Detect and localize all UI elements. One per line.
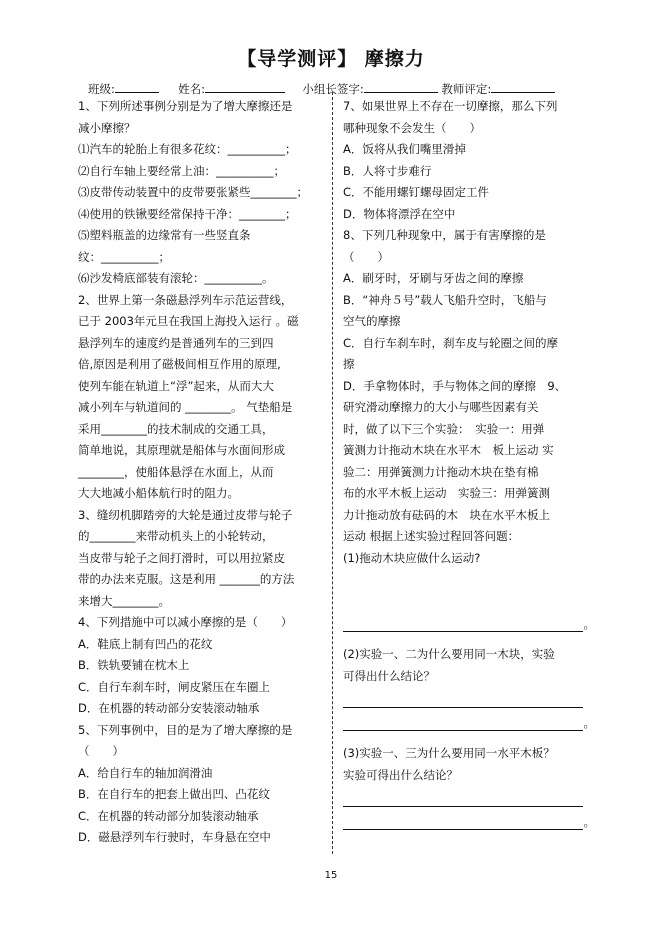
text-line: ⑸塑料瓶盖的边缘常有一些竖直条 [78,228,251,242]
text-line: (3)实验一、三为什么要用同一水平木板？ [343,746,555,760]
page-title: 【导学测评】 摩擦力 [237,48,425,70]
text-line: C．自行车刹车时，刹车皮与轮圈之间的摩 [343,335,559,350]
text-line: ⑵自行车轴上要经常上油：__________； [78,163,285,178]
text-line: 哪种现象不会发生（ ） [343,120,481,135]
text-line: D．物体将漂浮在空中 [343,206,456,221]
text-line: D．在机器的转动部分安装滚动轴承 [78,701,260,715]
text-line: 8、下列几种现象中，属于有害摩擦的是 [343,228,546,242]
text-line: 带的办法来克服。这是利用 _______的方法 [78,572,295,586]
text-line: （ ） [343,249,389,264]
text-line: 力计拖动放有砝码的木 块在水平木板上 [343,507,550,522]
text-line: 2、世界上第一条磁悬浮列车示范运营线， [78,292,293,307]
text-line: 采用________的技术制成的交通工具， [78,421,274,436]
teacher-blank[interactable] [491,80,555,93]
text-line: C．自行车刹车时，闸皮紧压在车圈上 [78,679,271,694]
text-line: 大大地减小船体航行时的阻力。 [78,486,239,500]
text-line: 减小列车与轨道间的 ________。 气垫船是 [78,400,293,414]
leader-label: 小组长签字: [302,82,364,96]
text-line: 7、如果世界上不存在一切摩擦，那么下列 [343,99,558,113]
teacher-label: 教师评定: [441,82,492,96]
text-line: B．在自行车的把套上做出凹、凸花纹 [78,787,270,801]
text-line: B．“神舟５号”载人飞船升空时，飞船与 [343,292,547,307]
left-column [78,96,328,849]
class-label: 班级: [88,82,115,96]
text-line: C．在机器的转动部分加装滚动轴承 [78,808,259,823]
header-fields [88,80,555,97]
page-number: 15 [324,870,338,881]
text-line: ⑶皮带传动装置中的皮带要张紧些________； [78,185,308,199]
text-line: 运动 根据上述实验过程回答问题： [343,529,520,543]
text-line: A．给自行车的轴加润滑油 [78,765,213,780]
text-line: 来增大________。 [78,593,170,608]
text-line: 空气的摩擦 [343,314,401,328]
text-line: D．磁悬浮列车行驶时，车身悬在空中 [78,830,271,844]
text-line: (2)实验一、二为什么要用同一木块，实验 [343,647,555,661]
text-line: 5、下列事例中，目的是为了增大摩擦的是 [78,722,293,737]
text-line: 可得出什么结论？ [343,668,435,683]
text-line: 1、下列所述事例分别是为了增大摩擦还是 [78,99,293,113]
text-line: 实验可得出什么结论？ [343,767,458,782]
text-line: 簧测力计拖动木块在水平木 板上运动 实 [343,443,554,457]
right-column [343,96,595,832]
text-line: A．鞋底上制有凹凸的花纹 [78,636,213,651]
text-line: C．不能用螺钉螺母固定工件 [343,185,490,199]
text-line: 时，做了以下三个实验： 实验一：用弹 [343,421,545,436]
answer-line-q1[interactable]: 。 [343,611,583,632]
text-line: 布的水平木板上运动 实验三：用弹簧测 [343,486,550,500]
text-line: A．饭将从我们嘴里滑掉 [343,142,466,156]
name-blank[interactable] [205,80,285,93]
text-line: 已于 2003年元旦在我国上海投入运行 。磁 [78,314,299,328]
text-line: 悬浮列车的速度约是普通列车的三到四 [78,335,274,350]
text-line: B．人将寸步难行 [343,163,432,178]
leader-blank[interactable] [364,80,438,93]
name-label: 姓名: [178,82,206,96]
text-line: ⑷使用的铁锹要经常保持干净：________； [78,206,297,221]
class-blank[interactable] [115,80,159,93]
text-line: 纹：__________； [78,249,170,264]
text-line: (1)拖动木块应做什么运动? [343,550,481,565]
text-line: 倍,原因是利用了磁极间相互作用的原理, [78,357,281,371]
text-line: A．刷牙时，牙刷与牙齿之间的摩擦 [343,271,524,285]
answer-line-q2b[interactable]: 。 [343,710,583,731]
text-line: D．手拿物体时，手与物体之间的摩擦 9、 [343,378,567,393]
answer-line-q3b[interactable]: 。 [343,809,583,830]
text-line: 擦 [343,357,355,371]
text-line: 减小摩擦？ [78,120,136,135]
text-line: 使列车能在轨道上“浮”起来，从而大大 [78,378,274,393]
text-line: ⑹沙发椅底部装有滚轮：__________。 [78,271,274,285]
text-line: 的________来带动机头上的小轮转动， [78,529,274,543]
text-line: ⑴汽车的轮胎上有很多花纹：__________； [78,142,297,156]
text-line: 研究滑动摩擦力的大小与哪些因素有关 [343,400,539,414]
answer-line-q3a[interactable] [343,786,583,807]
text-line: 4、下列措施中可以减小摩擦的是（ ） [78,615,293,629]
text-line: 3、缝纫机脚踏旁的大轮是通过皮带与轮子 [78,507,293,522]
text-line: 简单地说，其原理就是船体与水面间形成 [78,443,285,457]
column-divider [332,92,333,854]
text-line: （ ） [78,744,124,758]
answer-line-q2a[interactable] [343,687,583,708]
text-line: B．铁轨要铺在枕木上 [78,658,190,672]
text-line: ________，使船体悬浮在水面上，从而 [78,464,274,479]
text-line: 当皮带与轮子之间打滑时，可以用拉紧皮 [78,550,285,565]
text-line: 验二：用弹簧测力计拖动木块在垫有棉 [343,464,539,479]
